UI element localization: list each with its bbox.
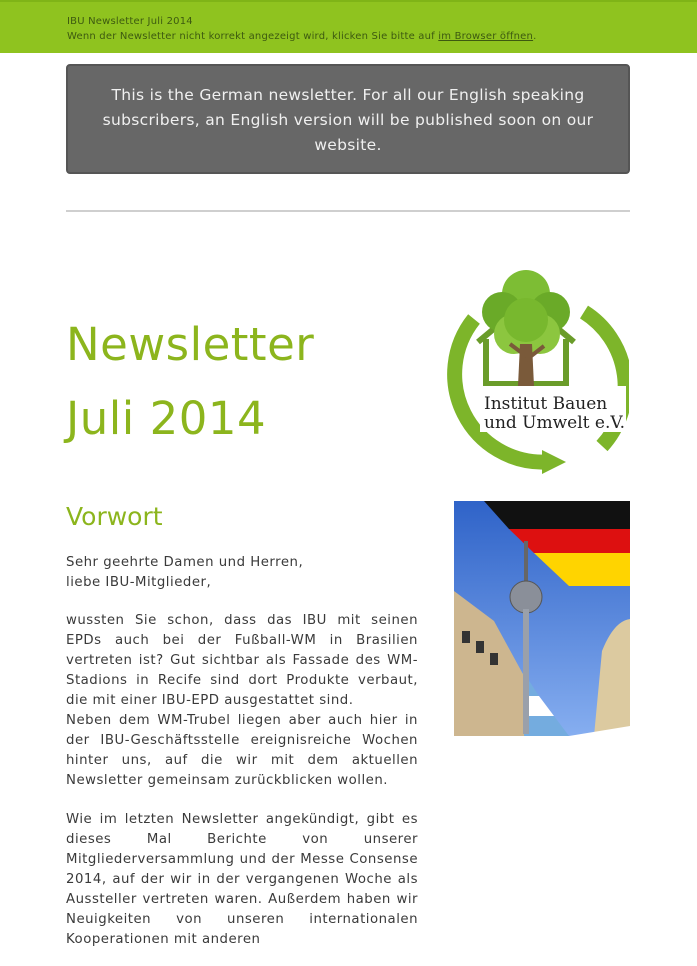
logo-text-line2: und Umwelt e.V.	[484, 413, 626, 433]
logo-text-line1: Institut Bauen	[484, 394, 608, 414]
divider	[66, 210, 630, 212]
newsletter-title: Newsletter	[66, 318, 315, 371]
open-in-browser-link[interactable]: im Browser öffnen	[438, 31, 534, 42]
salutation-line-2: liebe IBU-Mitglieder,	[66, 575, 212, 590]
newsletter-header-title: IBU Newsletter Juli 2014	[67, 16, 193, 27]
section-heading-vorwort: Vorwort	[66, 502, 163, 531]
paragraph-2-text: Wie im letzten Newsletter angekündigt, gibt es dieses Mal Berichte von unserer Mitgliederversammlung und der Messe Consense 2014, auf der wir in der vergangenen Woche als Aussteller vertreten waren. Außerdem haben wir Neuigkeiten von unseren internationalen Kooperationen mit anderen	[66, 812, 418, 947]
ibu-logo	[434, 264, 629, 474]
header-bar	[0, 0, 697, 53]
salutation-line-1: Sehr geehrte Damen und Herren,	[66, 555, 304, 570]
berlin-photo-image	[454, 501, 630, 736]
browser-notice-text: Wenn der Newsletter nicht korrekt angezeigt wird, klicken Sie bitte auf	[67, 31, 439, 42]
paragraph-1a: wussten Sie schon, dass das IBU mit seinen EPDs auch bei der Fußball-WM in Brasilien vertreten ist? Gut sichtbar als Fassade des WM-Stadions in Recife sind dort Produkte verbaut, die mit einer IBU-EPD ausgestattet sind.	[66, 613, 418, 708]
newsletter-date: Juli 2014	[66, 392, 267, 445]
paragraph-1b: Neben dem WM-Trubel liegen aber auch hier in der IBU-Geschäftsstelle ereignisreiche Wochen hinter uns, auf die wir mit dem aktuellen Newsletter gemeinsam zurückblicken wollen.	[66, 713, 418, 788]
browser-notice-suffix: .	[533, 31, 537, 42]
browser-notice	[67, 31, 536, 42]
paragraph-2	[66, 810, 418, 950]
english-version-notice: This is the German newsletter. For all our English speaking subscribers, an English version will be published soon on our website.	[66, 64, 630, 174]
salutation	[66, 553, 418, 593]
paragraph-1	[66, 611, 418, 791]
